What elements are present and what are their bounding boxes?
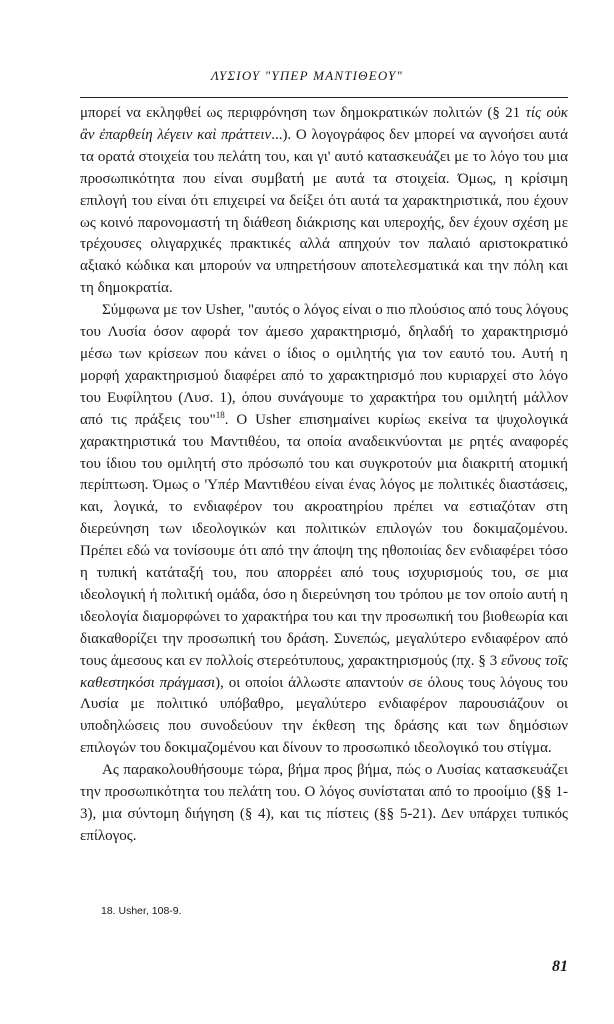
paragraph-2-text-c: ), οι οποίοι άλλωστε απαντούν σε όλους τους λόγους του Λυσία με πολιτικό υπόβαθρο, μεγαλύτερο ενδιαφέρον παρουσιάζουν οι υποδηλώσεις που συνοδεύουν την έκθεση της δράσης και των δημόσιων επιλογών του δοκιμαζομένου και δίνουν το προσωπικό ιδεολογικό του στίγμα. <box>80 674 568 757</box>
greek-quote-1: τίς οὐκ ἂν ἐπαρθείη λέγειν καὶ πράττειν <box>80 105 568 143</box>
paragraph-3 <box>80 760 568 848</box>
paragraph-1-text-b: ...). Ο λογογράφος δεν μπορεί να αγνοήσει αυτά τα ορατά στοιχεία του πελάτη του, και γι' αυτό κατασκευάζει με το λόγο του μια προσωπικότητα που είναι συμβατή με αυτά τα στοιχεία. Όμως, η κρίσιμη επιλογή του είναι ότι επιχειρεί να δείξει ότι αυτά τα χαρακτηριστικά, που έχουν ως κοινό παρονομαστή τη διάθεση διάκρισης και υπεροχής, δεν έχουν σχέση με τρέχουσες ολιγαρχικές πρακτικές αλλά απηχούν τον παλαιό αριστοκρατικό αξιακό κώδικα και μπορούν να υπηρετήσουν αποτελεσματικά και την πόλη και τη δημοκρατία. <box>80 126 568 297</box>
paragraph-3-text: Ας παρακολουθήσουμε τώρα, βήμα προς βήμα, πώς ο Λυσίας κατασκευάζει την προσωπικότητα του πελάτη του. Ο λόγος συνίσταται από το προοίμιο (§§ 1-3), μια σύντομη διήγηση (§ 4), και τις πίστεις (§§ 5-21). Δεν υπάρχει τυπικός επίλογος. <box>80 762 568 844</box>
main-text <box>80 103 568 848</box>
paragraph-1 <box>80 103 568 300</box>
header-rule <box>80 97 568 98</box>
paragraph-2 <box>80 300 568 760</box>
footnote-ref: 18 <box>215 409 225 420</box>
paragraph-2-text-b: . Ο Usher επισημαίνει κυρίως εκείνα τα ψυχολογικά χαρακτηριστικά του Μαντιθέου, τα οποία αναδεικνύονται με ρητές αναφορές του ίδιου του ομιλητή στο πρόσωπό του και συγκροτούν μια διακριτή ατομική περίπτωση. Όμως ο 'Υπέρ Μαντιθέου είναι ένας λόγος με πολιτικές διαστάσεις, και, λογικά, το ενδιαφέρον του ακροατηρίου πρέπει να εστιαζόταν στη διερεύνηση των ιδεολογικών και πολιτικών επιλογών του δοκιμαζομένου. Πρέπει εδώ να τονίσουμε ότι από την άποψη της ηθοποιίας δεν ενδιαφέρει τόσο η τυπική κατάταξή του, που απορρέει από τους ισχυρισμούς του, σε μια ιδεολογική ή πολιτική ομάδα, όσο η διερεύνηση του τρόπου με τον οποίο αυτή η ιδεολογία διαμορφώνει το χαρακτήρα του και την προσωπική του βιοθεωρία και διακαθορίζει την προσωπική του δράση. Συνεπώς, μεγαλύτερο ενδιαφέρον από τους άμεσους και εν πολλοίς στερεότυπους, χαρακτηρισμούς (πχ. § 3 <box>80 411 568 669</box>
paragraph-2-text-a: Σύμφωνα με τον Usher, "αυτός ο λόγος είναι ο πιο πλούσιος από τους λόγους του Λυσία όσον αφορά τον άμεσο χαρακτηρισμό, δηλαδή το χαρακτηρισμό μέσω των κρίσεων που κάνει ο ίδιος ο ομιλητής για τον εαυτό του. Αυτή η μορφή χαρακτηρισμού διαφέρει από το χαρακτηρισμό που κυριαρχεί στο λόγο του Ευφίλητου (Λυσ. 1), όπου συνάγουμε το χαρακτήρα του ομιλητή μάλλον από τις πράξεις του" <box>80 302 569 428</box>
page-number: 81 <box>552 958 568 975</box>
paragraph-1-text-a: μπορεί να εκληφθεί ως περιφρόνηση των δημοκρατικών πολιτών (§ 21 <box>80 105 526 121</box>
greek-quote-2: εὔνους τοῖς καθεστηκόσι πράγμασι <box>80 652 568 691</box>
running-head: ΛΥΣΙΟΥ "ΥΠΕΡ ΜΑΝΤΙΘΕΟΥ" <box>210 68 404 83</box>
footnote: 18. Usher, 108-9. <box>101 905 182 917</box>
